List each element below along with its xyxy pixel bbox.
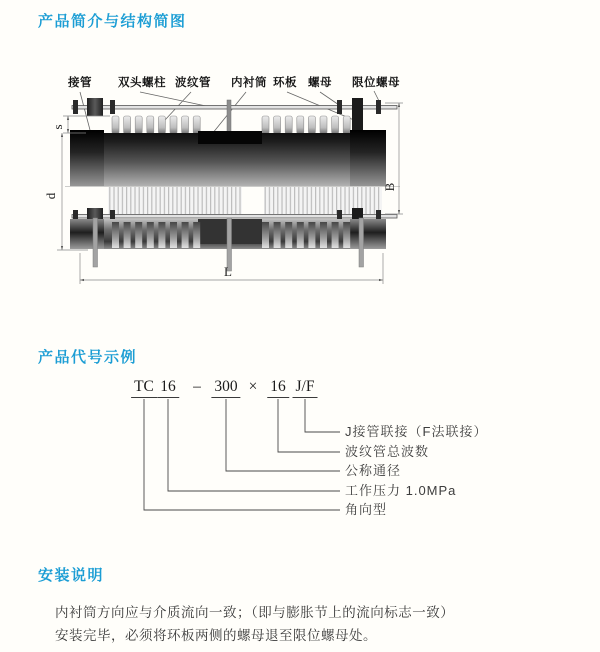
nut-block-left <box>87 98 103 116</box>
label-neichentong: 内衬筒 <box>231 77 267 89</box>
liner-band <box>198 131 262 144</box>
limit-nut-right <box>376 100 381 114</box>
callout-type: 角向型 <box>345 502 388 517</box>
product-code-example <box>0 375 600 535</box>
code-seg-times: × <box>248 378 258 395</box>
ring-plate-right <box>352 98 363 133</box>
code-seg-16b: 16 <box>267 378 289 398</box>
label-shuangtou-luozhu: 双头螺柱 <box>118 77 166 89</box>
tie-rod-lower <box>72 215 397 219</box>
install-section-title: 安装说明 <box>38 567 105 584</box>
code-seg-300: 300 <box>211 378 240 398</box>
dim-l: L <box>224 264 232 279</box>
callout-lines <box>0 375 600 535</box>
dim-d: d <box>43 192 58 200</box>
body-upper <box>65 130 400 187</box>
callout-pressure: 工作压力 1.0MPa <box>345 483 457 498</box>
body-lower <box>70 187 397 271</box>
expansion-joint-drawing <box>0 70 600 315</box>
label-jieguan: 接管 <box>68 77 92 89</box>
end-collar-right <box>350 130 386 186</box>
limit-nut-left <box>73 100 78 114</box>
install-note-line1: 内衬筒方向应与介质流向一致；（即与膨胀节上的流向标志一致） <box>55 605 455 620</box>
code-seg-jf: J/F <box>293 378 318 398</box>
code-seg-dash: – <box>193 378 201 395</box>
code-seg-tc: TC <box>131 378 157 398</box>
code-section-title: 产品代号示例 <box>38 349 138 366</box>
label-xianwei-luomu: 限位螺母 <box>352 77 400 89</box>
dim-b: B <box>382 182 397 192</box>
label-huanban: 环板 <box>273 77 297 89</box>
center-stud-upper <box>227 100 231 133</box>
intro-section-title: 产品简介与结构简图 <box>38 13 187 30</box>
dim-s: s <box>50 124 65 130</box>
label-bowenguan: 波纹管 <box>175 77 211 89</box>
code-seg-16a: 16 <box>157 378 179 398</box>
nut-right <box>337 100 342 114</box>
install-note-line2: 安装完毕，必须将环板两侧的螺母退至限位螺母处。 <box>55 628 377 643</box>
end-collar-left <box>70 130 104 186</box>
tie-rod-upper <box>72 106 397 110</box>
callout-diameter: 公称通径 <box>345 463 402 478</box>
label-luomu: 螺母 <box>308 77 332 89</box>
structure-diagram <box>0 70 600 315</box>
callout-wave-count: 波纹管总波数 <box>345 444 430 459</box>
nut-left <box>110 100 115 114</box>
part-labels <box>67 75 400 89</box>
install-notes <box>55 601 565 647</box>
callout-connection: J接管联接（F法联接） <box>345 424 488 439</box>
